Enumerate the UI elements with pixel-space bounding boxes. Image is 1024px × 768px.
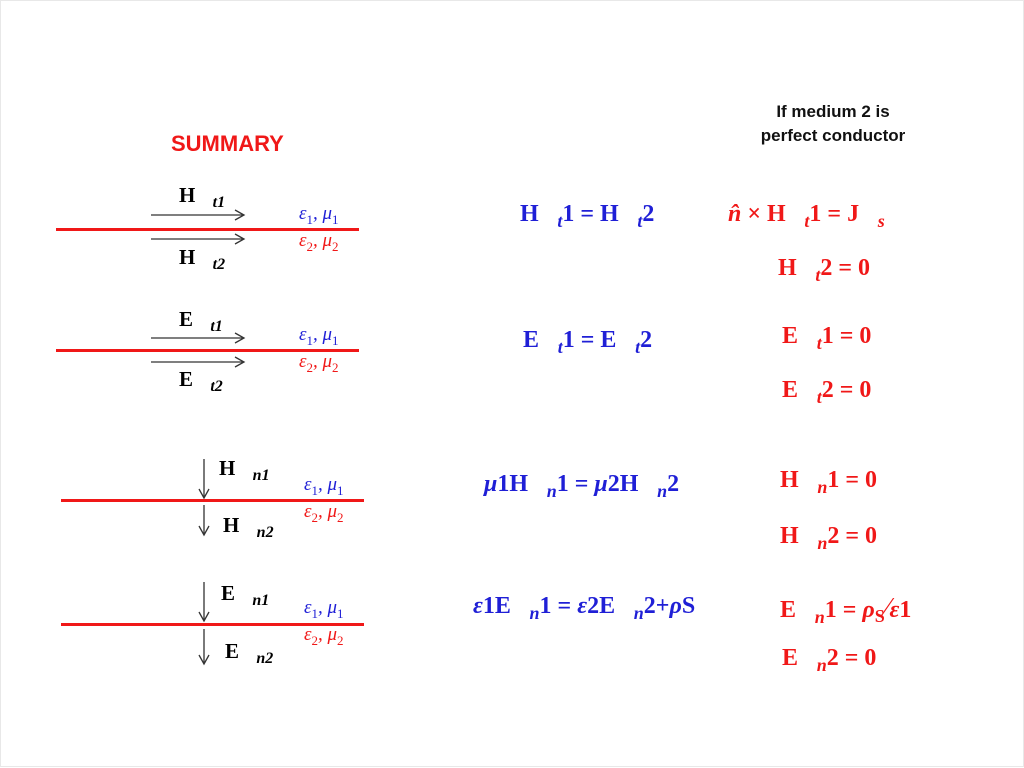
eq-normal-h: $\mu 1H⃗_n1$ = $\mu 2H⃗_n2$ bbox=[484, 471, 680, 501]
label-en1: $E⃗_{n1}$ bbox=[221, 581, 270, 609]
note-line-2: perfect conductor bbox=[760, 126, 906, 145]
pc-et2-zero: $E⃗_t2 = 0$ bbox=[782, 377, 872, 407]
medium1-params: $\varepsilon_1$, $\mu_1$ bbox=[299, 324, 339, 348]
medium1-params: $\varepsilon_1$, $\mu_1$ bbox=[304, 597, 344, 621]
label-ht2: $H⃗_{t2}$ bbox=[179, 245, 226, 273]
summary-title: SUMMARY bbox=[171, 131, 284, 156]
pc-en1-value: $E⃗_n1$ = $\rho_S⁄\varepsilon 1$ bbox=[780, 593, 912, 627]
medium2-params: $\varepsilon_2$, $\mu_2$ bbox=[304, 624, 344, 648]
medium2-params: $\varepsilon_2$, $\mu_2$ bbox=[299, 230, 339, 254]
label-hn2: $H⃗_{n2}$ bbox=[223, 513, 274, 541]
label-en2: $E⃗_{n2}$ bbox=[225, 639, 274, 667]
pc-ht2-zero: $H⃗_t2 = 0$ bbox=[778, 255, 871, 285]
label-et1: $E⃗_{t1}$ bbox=[179, 307, 223, 335]
note-line-1: If medium 2 is bbox=[776, 102, 890, 121]
label-ht1: $H⃗_{t1}$ bbox=[179, 183, 226, 211]
eq-tangential-h: $H⃗_t1$ = $H⃗_t2$ bbox=[520, 201, 655, 231]
pc-hn1-zero: $H⃗_n1 = 0$ bbox=[780, 467, 878, 497]
medium1-params: $\varepsilon_1$, $\mu_1$ bbox=[304, 474, 344, 498]
medium2-params: $\varepsilon_2$, $\mu_2$ bbox=[304, 501, 344, 525]
medium2-params: $\varepsilon_2$, $\mu_2$ bbox=[299, 351, 339, 375]
label-et2: $E⃗_{t2}$ bbox=[179, 367, 223, 395]
medium1-params: $\varepsilon_1$, $\mu_1$ bbox=[299, 203, 339, 227]
pc-hn2-zero: $H⃗_n2 = 0$ bbox=[780, 523, 878, 553]
eq-normal-e: $\varepsilon 1E⃗_n1$ = $\varepsilon 2E⃗_n2+\rho S$ bbox=[473, 593, 696, 623]
pc-et1-zero: $E⃗_t1 = 0$ bbox=[782, 323, 872, 353]
pc-surface-current: n̂ × $H⃗_t1$ = $J⃗_s$ bbox=[728, 201, 885, 231]
label-hn1: $H⃗_{n1}$ bbox=[219, 456, 270, 484]
eq-tangential-e: $E⃗_t1$ = $E⃗_t2$ bbox=[523, 327, 653, 357]
pc-en2-zero: $E⃗_n2 = 0$ bbox=[782, 645, 877, 675]
